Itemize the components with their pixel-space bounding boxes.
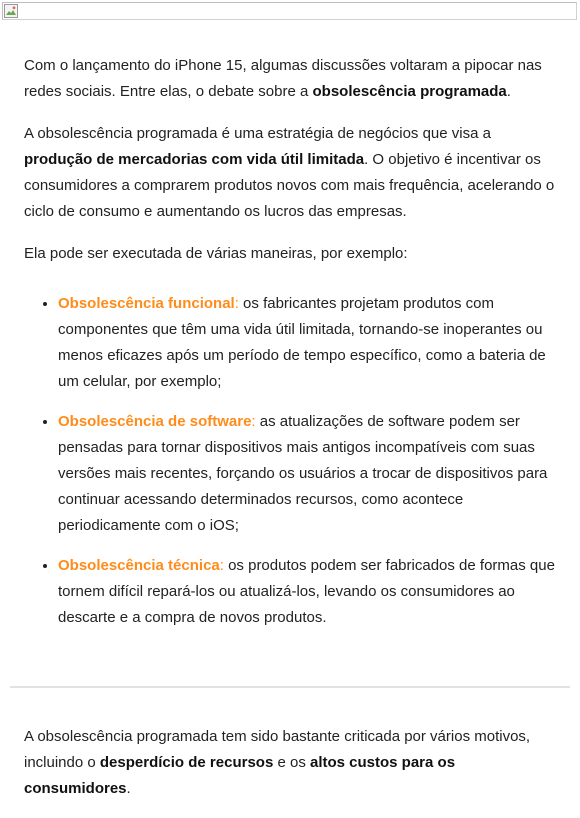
article-continuation (24, 724, 556, 818)
paragraph-intro: Com o lançamento do iPhone 15, algumas discussões voltaram a pipocar nas redes sociais. Entre elas, o debate sobre a obsolescência programada. (24, 57, 542, 100)
obsolescence-types-list (24, 291, 556, 631)
paragraph-criticism: A obsolescência programada tem sido bastante criticada por vários motivos, incluindo o desperdício de recursos e os altos custos para os consumidores. (24, 728, 531, 797)
list-item-tecnica: • Obsolescência técnica: os produtos podem ser fabricados de formas que tornem difícil repará-los ou atualizá-los, levando os consumidores ao descarte e a compra de novos produtos. (58, 553, 556, 631)
article-body (24, 53, 556, 645)
paragraph-list-intro: Ela pode ser executada de várias maneiras, por exemplo: (24, 245, 408, 262)
emphasis-desperdicio: desperdício de recursos (99, 754, 274, 771)
paragraph-definition: A obsolescência programada é uma estratégia de negócios que visa a produção de mercadorias com vida útil limitada. O objetivo é incentivar os consumidores a comprarem produtos novos com mais frequência, acelerando o ciclo de consumo e aumentando os lucros das empresas. (24, 125, 555, 220)
broken-image-icon (4, 4, 18, 18)
emphasis-producao: produção de mercadorias com vida útil limitada (24, 151, 365, 168)
term-tecnica: Obsolescência técnica (58, 557, 220, 574)
section-divider (10, 686, 570, 688)
term-funcional: Obsolescência funcional (58, 295, 235, 312)
emphasis-obsolescencia: obsolescência programada (312, 83, 507, 100)
term-software: Obsolescência de software (58, 413, 252, 430)
list-item-funcional: • Obsolescência funcional: os fabricantes projetam produtos com componentes que têm uma vida útil limitada, tornando-se inoperantes ou menos eficazes após um período de tempo específico, como a bateria de um celular, por exemplo; (58, 291, 556, 395)
emphasis-custos: altos custos para os consumidores (24, 754, 456, 797)
header-image-placeholder (2, 2, 577, 20)
list-item-software: • Obsolescência de software: as atualizações de software podem ser pensadas para tornar dispositivos mais antigos incompatíveis com suas versões mais recentes, forçando os usuários a trocar de dispositivos para continuar acessando determinados recursos, como acontece periodicamente com o iOS; (58, 409, 556, 539)
